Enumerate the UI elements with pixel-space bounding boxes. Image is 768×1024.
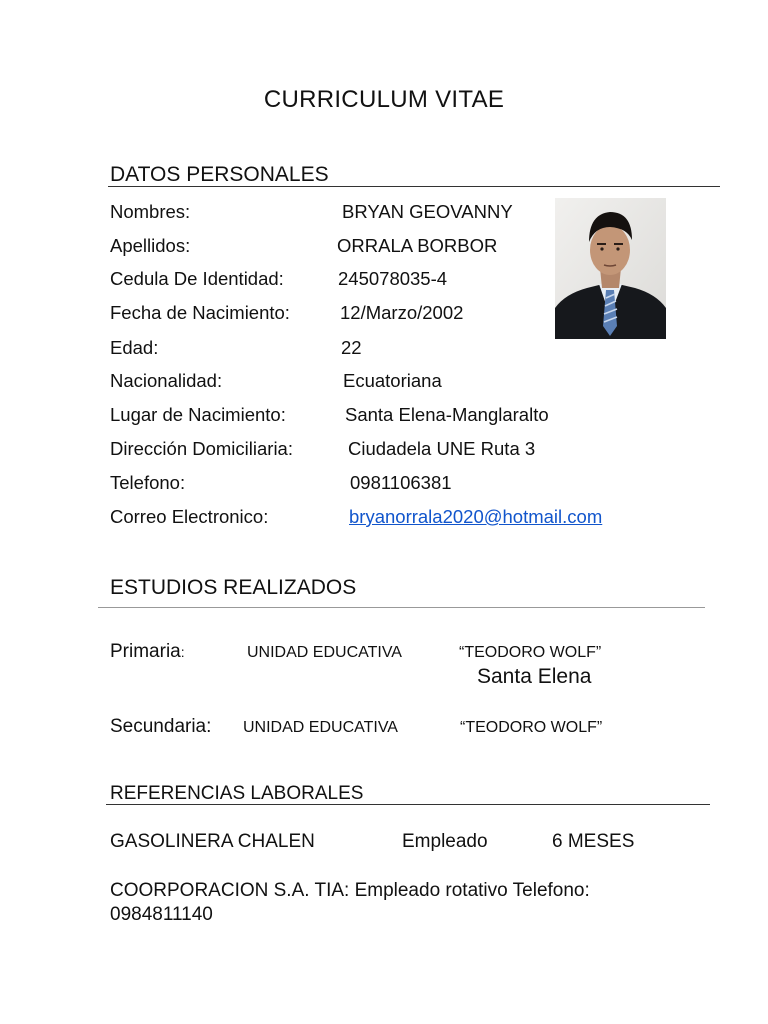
job1-role: Empleado <box>402 831 488 852</box>
value-cedula: 245078035-4 <box>338 268 448 289</box>
label-apellidos: Apellidos: <box>110 235 191 256</box>
label-cedula: Cedula De Identidad: <box>110 268 284 289</box>
label-primaria-colon: : <box>180 644 185 660</box>
value-nombres: BRYAN GEOVANNY <box>342 201 513 222</box>
section-divider <box>108 186 720 187</box>
value-edad: 22 <box>341 337 362 358</box>
job1-company: GASOLINERA CHALEN <box>110 831 315 852</box>
document-title: CURRICULUM VITAE <box>263 86 505 113</box>
value-apellidos: ORRALA BORBOR <box>337 235 498 256</box>
primaria-city: Santa Elena <box>477 665 592 688</box>
label-secundaria: Secundaria: <box>110 716 212 737</box>
label-edad: Edad: <box>110 337 159 358</box>
value-nacionalidad: Ecuatoriana <box>343 370 442 391</box>
label-direccion: Dirección Domiciliaria: <box>110 438 293 459</box>
label-correo: Correo Electronico: <box>110 506 269 527</box>
primaria-school-name: “TEODORO WOLF” <box>459 644 602 661</box>
value-lugar-nacimiento: Santa Elena-Manglaralto <box>345 404 549 425</box>
value-fecha-nacimiento: 12/Marzo/2002 <box>340 302 464 323</box>
job1-duration: 6 MESES <box>552 831 635 852</box>
label-primaria <box>110 641 185 663</box>
section-heading-personal: DATOS PERSONALES <box>110 163 329 186</box>
label-telefono: Telefono: <box>110 472 186 493</box>
section-divider <box>98 607 705 608</box>
label-nacionalidad: Nacionalidad: <box>110 370 223 391</box>
profile-photo <box>555 198 666 339</box>
job2-line1: COORPORACION S.A. TIA: Empleado rotativo Telefono: <box>110 880 590 901</box>
primaria-school-type: UNIDAD EDUCATIVA <box>247 644 402 661</box>
email-link[interactable]: bryanorrala2020@hotmail.com <box>349 506 603 527</box>
section-heading-work: REFERENCIAS LABORALES <box>110 783 364 804</box>
value-direccion: Ciudadela UNE Ruta 3 <box>348 438 536 459</box>
secundaria-school-type: UNIDAD EDUCATIVA <box>243 719 398 736</box>
label-nombres: Nombres: <box>110 201 191 222</box>
section-divider <box>106 804 710 805</box>
job2-line2: 0984811140 <box>110 904 213 925</box>
label-fecha-nacimiento: Fecha de Nacimiento: <box>110 302 290 323</box>
label-primaria-text: Primaria <box>110 641 181 662</box>
label-lugar-nacimiento: Lugar de Nacimiento: <box>110 404 286 425</box>
value-telefono: 0981106381 <box>350 472 452 493</box>
secundaria-school-name: “TEODORO WOLF” <box>460 719 603 736</box>
section-heading-studies: ESTUDIOS REALIZADOS <box>110 576 357 599</box>
